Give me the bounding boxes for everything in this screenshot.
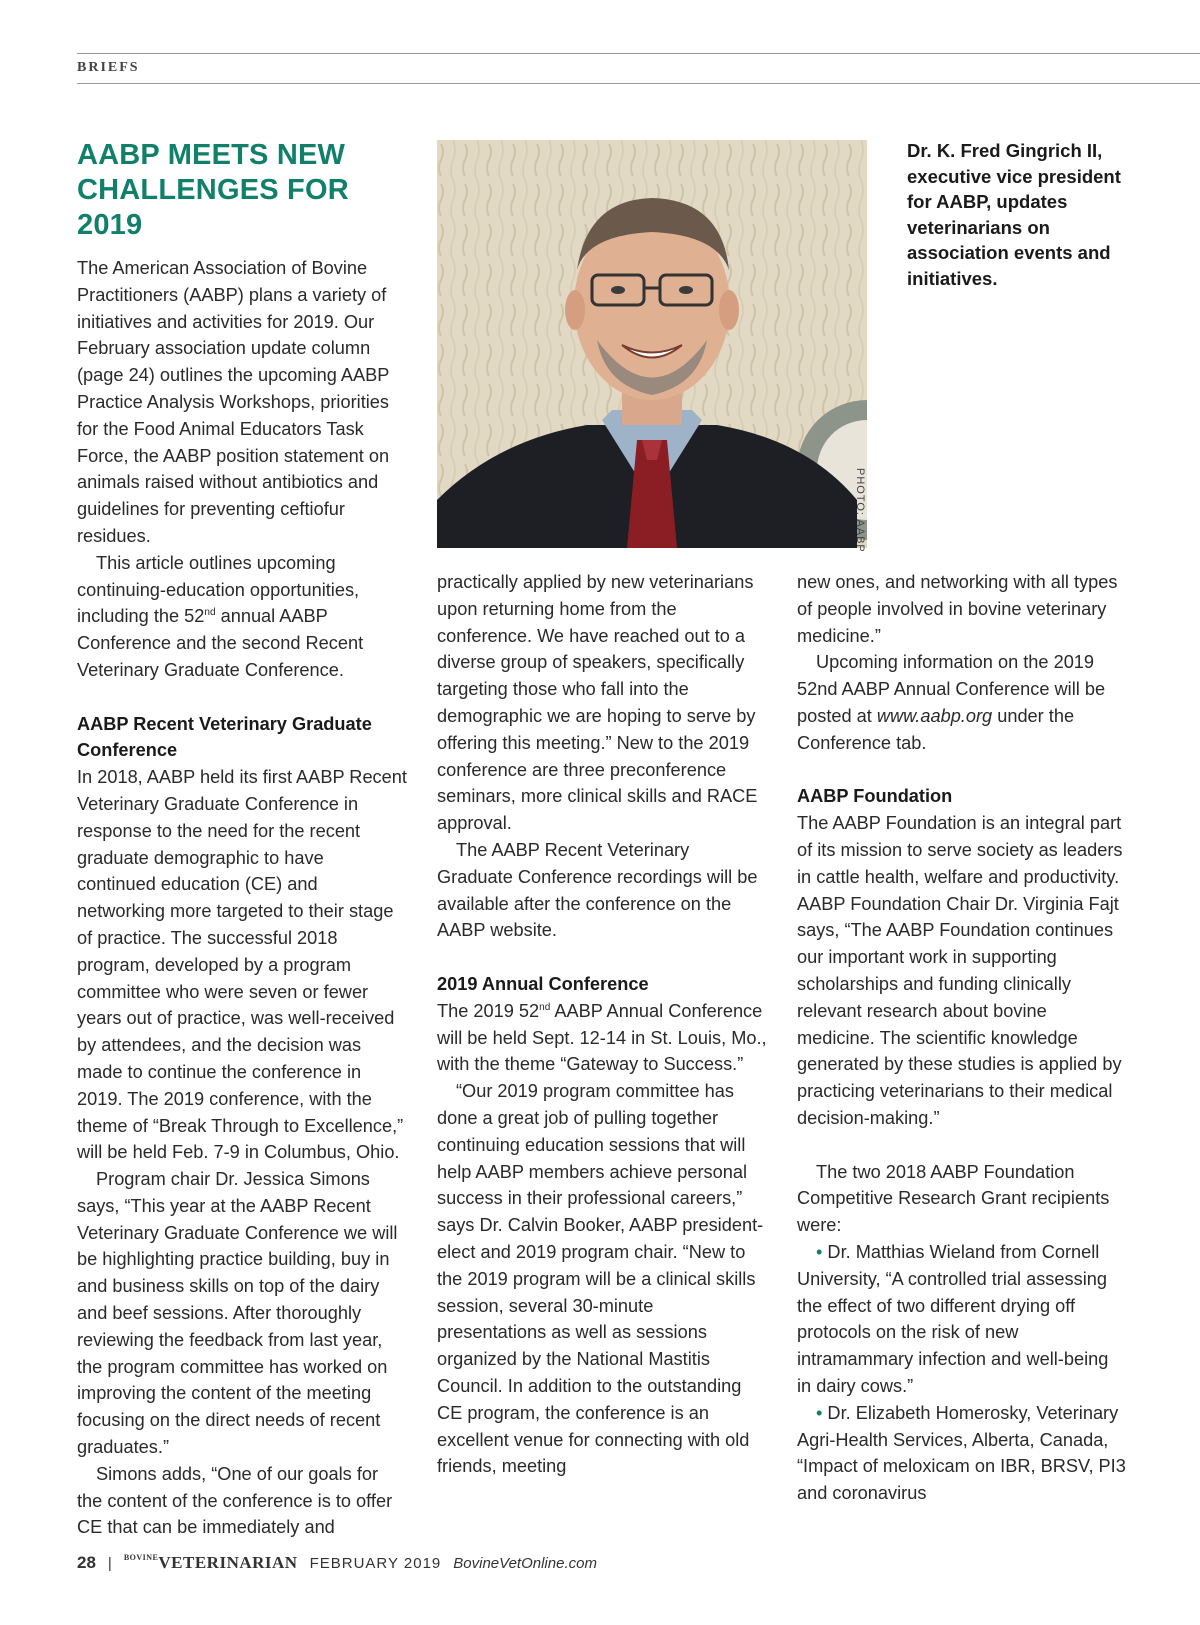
column-2	[437, 569, 767, 1480]
body-paragraph: The AABP Recent Veterinary Graduate Conference recordings will be available after the conference on the AABP website.	[437, 839, 758, 941]
column-3	[797, 569, 1127, 1507]
body-paragraph: The AABP Foundation is an integral part of its mission to serve society as leaders in cattle health, welfare and productivity. AABP Foundation Chair Dr. Virginia Fajt says, “The AABP Foundation continues our important work in supporting scholarships and funding clinically relevant research about bovine medicine. The scientific knowledge generated by these studies is applied by practicing veterinarians to their medical decision-making.”	[797, 813, 1123, 1128]
superscript-nd: nd	[204, 607, 216, 619]
body-paragraph: Simons adds, “One of our goals for the content of the conference is to offer CE that can be immediately and	[77, 1463, 393, 1538]
footer-separator: |	[107, 1554, 112, 1572]
annual-text-a: The 2019 52	[437, 1000, 540, 1021]
body-paragraph: new ones, and networking with all types of people involved in bovine veterinary medicine.”	[797, 572, 1118, 646]
body-paragraph	[437, 998, 767, 1078]
portrait-illustration	[437, 140, 867, 548]
website-link[interactable]: www.aabp.org	[876, 705, 993, 726]
body-paragraph	[797, 649, 1127, 756]
body-paragraph: practically applied by new veterinarians upon returning home from the conference. We have reached out to a diverse group of speakers, specifically targeting those who fall into the demographic we are hoping to serve by offering this meeting.” New to the 2019 conference are three preconference seminars, more clinical skills and RACE approval.	[437, 572, 758, 834]
intro-paragraph: The American Association of Bovine Practitioners (AABP) plans a variety of initiatives and activities for 2019. Our February association update column (page 24) outlines the upcoming AABP Practice Analysis Workshops, priorities for the Food Animal Educators Task Force, the AABP position statement on animals raised without antibiotics and guidelines for preventing ceftiofur residues.	[77, 258, 390, 546]
body-paragraph: “Our 2019 program committee has done a great job of pulling together continuing education sessions that will help AABP members achieve personal success in their professional careers,” says Dr. Calvin Booker, AABP president-elect and 2019 program chair. “New to the 2019 program will be a clinical skills session, several 30-minute presentations as well as sessions organized by the National Mastitis Council. In addition to the outstanding CE program, the conference is an excellent venue for connecting with old friends, meeting	[437, 1081, 764, 1477]
upcoming-text-a: Upcoming information on the 2019 52nd AABP Annual Conference will be posted at	[797, 652, 1106, 726]
annual-text-b: AABP Annual Conference will be held Sept. 12-14 in St. Louis, Mo., with the theme “Gateway to Success.”	[437, 1000, 767, 1075]
photo-credit: PHOTO: AABP	[854, 468, 866, 553]
portrait-photo	[437, 140, 867, 548]
section-label: BRIEFS	[77, 60, 140, 75]
header-rule-bottom	[77, 83, 1200, 84]
bullet-icon: •	[816, 1241, 823, 1262]
logo-text: VETERINARIAN	[158, 1553, 298, 1572]
bullet-icon: •	[816, 1402, 823, 1423]
subhead-foundation: AABP Foundation	[797, 786, 953, 807]
intro-paragraph-2	[77, 550, 407, 684]
bullet-item	[797, 1400, 1127, 1507]
subhead-annual-conference: 2019 Annual Conference	[437, 973, 649, 994]
issue-date: FEBRUARY 2019	[309, 1554, 442, 1572]
photo-caption: Dr. K. Fred Gingrich II, executive vice president for AABP, updates veterinarians on association events and initiatives.	[907, 140, 1121, 289]
intro-text-a: This article outlines upcoming continuing-education opportunities, including the 52	[77, 552, 360, 627]
website-url[interactable]: BovineVetOnline.com	[453, 1554, 597, 1572]
body-paragraph: In 2018, AABP held its first AABP Recent Veterinary Graduate Conference in response to the need for the recent graduate demographic to have continued education (CE) and networking more targeted to their stage of practice. The successful 2018 program, developed by a program committee who were seven or fewer years out of practice, was well-received by attendees, and the decision was made to continue the conference in 2019. The 2019 conference, with the theme of “Break Through to Excellence,” will be held Feb. 7-9 in Columbus, Ohio.	[77, 767, 407, 1163]
body-paragraph: The two 2018 AABP Foundation Competitive Research Grant recipients were:	[797, 1161, 1110, 1236]
column-1	[77, 138, 407, 1541]
headline: AABP MEETS NEW CHALLENGES FOR 2019	[77, 139, 349, 241]
logo-small-text: BOVINE	[123, 1553, 159, 1562]
page-number: 28	[77, 1553, 96, 1572]
intro-text-b: annual AABP Conference and the second Recent Veterinary Graduate Conference.	[77, 606, 364, 680]
bullet-text: Dr. Matthias Wieland from Cornell University, “A controlled trial assessing the effect of two different drying off protocols on the risk of new intramammary infection and well-being in dairy cows.”	[797, 1241, 1109, 1396]
subhead-recent-grad: AABP Recent Veterinary Graduate Conference	[77, 713, 372, 761]
upcoming-text-b: under the Conference tab.	[797, 705, 1075, 753]
bullet-text: Dr. Elizabeth Homerosky, Veterinary Agri-Health Services, Alberta, Canada, “Impact of meloxicam on IBR, BRSV, PI3 and coronavirus	[797, 1402, 1126, 1504]
magazine-logo	[124, 1553, 298, 1573]
page-footer	[77, 1553, 597, 1573]
superscript-nd: nd	[539, 1001, 551, 1013]
body-paragraph: Program chair Dr. Jessica Simons says, “This year at the AABP Recent Veterinary Graduate Conference we will be highlighting practice building, buy in and business skills on top of the dairy and beef sessions. After thoroughly reviewing the feedback from last year, the program committee has worked on improving the content of the meeting focusing on the direct needs of recent graduates.”	[77, 1169, 398, 1458]
bullet-item	[797, 1239, 1127, 1400]
header-rule-top	[77, 53, 1200, 54]
